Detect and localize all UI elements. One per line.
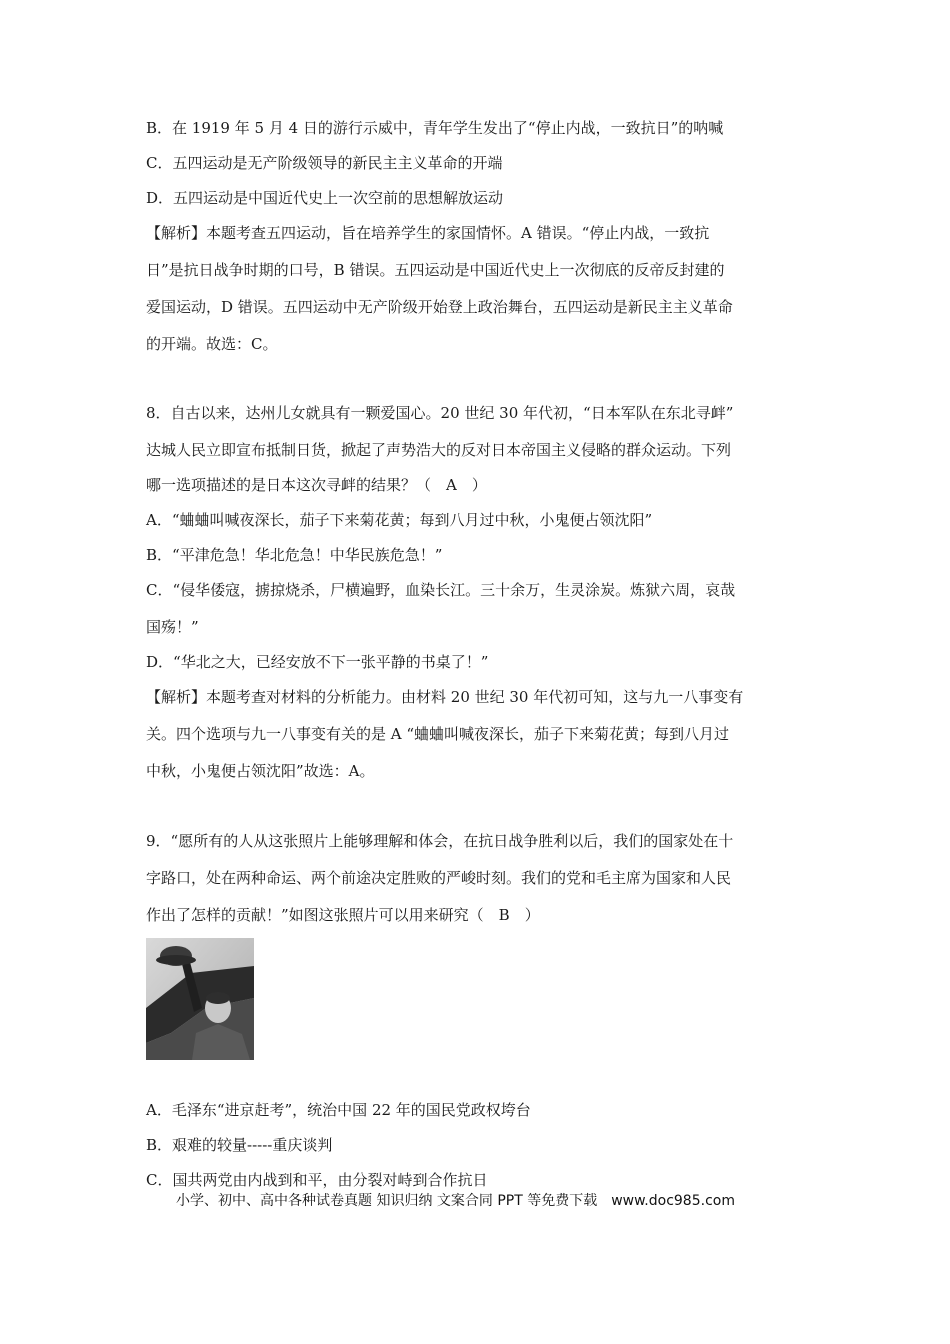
q7-analysis-line: 的开端。故选：C。 <box>146 335 278 353</box>
q7-analysis-line: 爱国运动，D 错误。五四运动中无产阶级开始登上政治舞台，五四运动是新民主主义革命 <box>146 298 733 316</box>
q8-stem-line: 哪一选项描述的是日本这次寻衅的结果？（ A ） <box>146 476 487 494</box>
q8-option-d: D．“华北之大，已经安放不下一张平静的书桌了！” <box>146 653 489 671</box>
page-footer: 小学、初中、高中各种试卷真题 知识归纳 文案合同 PPT 等免费下载 www.doc985.com <box>176 1193 735 1209</box>
q7-option-d: D．五四运动是中国近代史上一次空前的思想解放运动 <box>146 189 504 207</box>
historical-photo <box>146 938 254 1060</box>
q8-option-c-line: C．“侵华倭寇，掳掠烧杀，尸横遍野，血染长江。三十余万，生灵涂炭。炼狱六周，哀哉 <box>146 581 736 599</box>
q9-option-a: A．毛泽东“进京赶考”，统治中国 22 年的国民党政权垮台 <box>146 1101 531 1119</box>
q9-option-b: B．艰难的较量-----重庆谈判 <box>146 1136 333 1154</box>
q8-option-c-line: 国殇！” <box>146 618 199 636</box>
q8-option-b: B．“平津危急！华北危急！中华民族危急！” <box>146 546 443 564</box>
q9-stem-line: 9．“愿所有的人从这张照片上能够理解和体会，在抗日战争胜利以后，我们的国家处在十 <box>146 832 734 850</box>
q7-option-c: C．五四运动是无产阶级领导的新民主主义革命的开端 <box>146 154 503 172</box>
q9-option-c: C．国共两党由内战到和平，由分裂对峙到合作抗日 <box>146 1171 488 1189</box>
q7-analysis-line: 日”是抗日战争时期的口号，B 错误。五四运动是中国近代史上一次彻底的反帝反封建的 <box>146 261 725 279</box>
q7-analysis-line: 【解析】本题考查五四运动，旨在培养学生的家国情怀。A 错误。“停止内战，一致抗 <box>146 224 710 242</box>
q8-stem-line: 8．自古以来，达州儿女就具有一颗爱国心。20 世纪 30 年代初，“日本军队在东北寻衅” <box>146 404 734 422</box>
q8-analysis-line: 【解析】本题考查对材料的分析能力。由材料 20 世纪 30 年代初可知，这与九一八事变有 <box>146 688 744 706</box>
q8-analysis-line: 中秋，小鬼便占领沈阳”故选：A。 <box>146 762 375 780</box>
q9-stem-line: 字路口，处在两种命运、两个前途决定胜败的严峻时刻。我们的党和毛主席为国家和人民 <box>146 869 732 887</box>
q7-option-b: B．在 1919 年 5 月 4 日的游行示威中，青年学生发出了“停止内战，一致抗日”的呐喊 <box>146 119 724 137</box>
q8-analysis-line: 关。四个选项与九一八事变有关的是 A “蛐蛐叫喊夜深长，茄子下来菊花黄；每到八月过 <box>146 725 730 743</box>
q9-stem-line: 作出了怎样的贡献！”如图这张照片可以用来研究（ B ） <box>146 906 540 924</box>
q8-stem-line: 达城人民立即宣布抵制日货，掀起了声势浩大的反对日本帝国主义侵略的群众运动。下列 <box>146 441 732 459</box>
q8-option-a: A．“蛐蛐叫喊夜深长，茄子下来菊花黄；每到八月过中秋，小鬼便占领沈阳” <box>146 511 653 529</box>
